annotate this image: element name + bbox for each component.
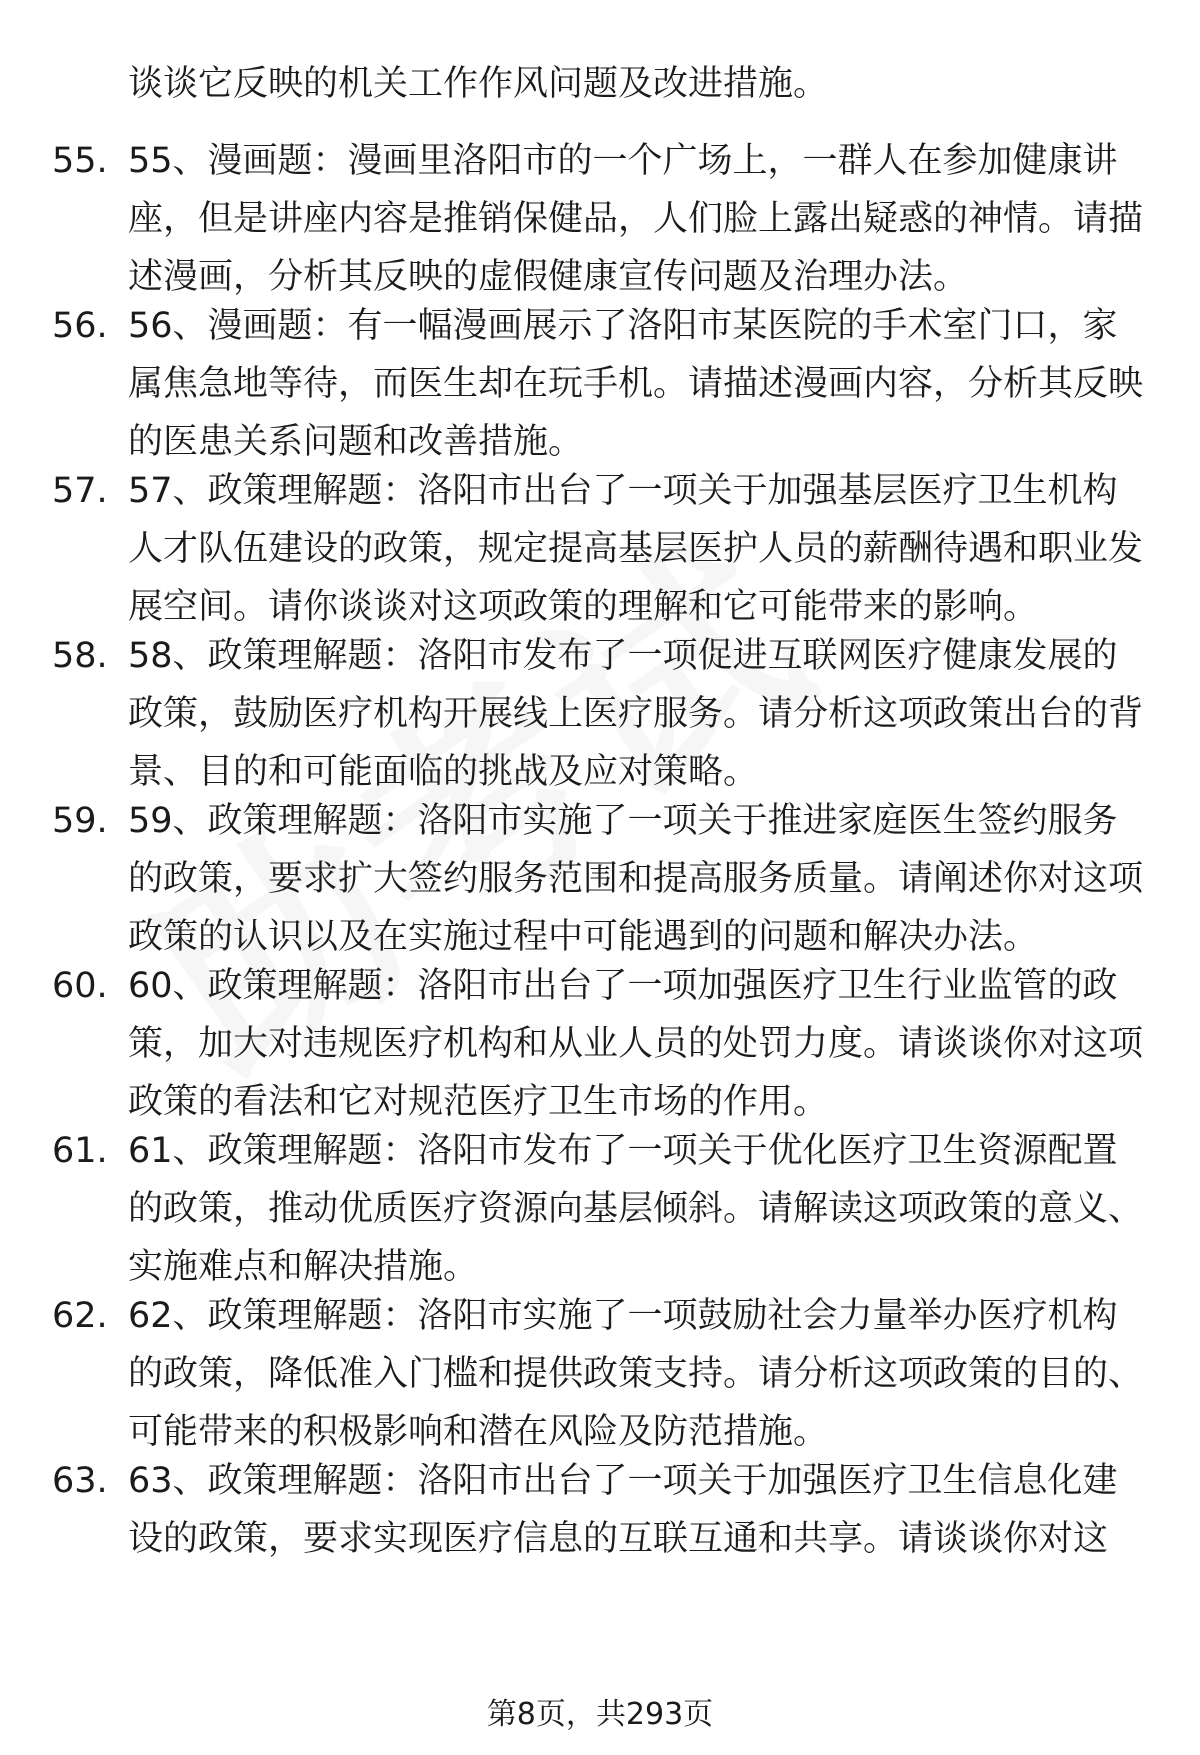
item-number: 57.	[52, 471, 108, 511]
item-text: 59、政策理解题：洛阳市实施了一项关于推进家庭医生签约服务的政策，要求扩大签约服务范围和提高服务质量。请阐述你对这项政策的认识以及在实施过程中可能遇到的问题和解决办法。	[128, 801, 1144, 957]
item-text: 57、政策理解题：洛阳市出台了一项关于加强基层医疗卫生机构人才队伍建设的政策，规定提高基层医护人员的薪酬待遇和职业发展空间。请你谈谈对这项政策的理解和它可能带来的影响。	[128, 471, 1144, 627]
item-number: 55.	[52, 141, 108, 181]
page-footer: 第8页，共293页	[486, 1697, 714, 1732]
item-text: 60、政策理解题：洛阳市出台了一项加强医疗卫生行业监管的政策，加大对违规医疗机构和从业人员的处罚力度。请谈谈你对这项政策的看法和它对规范医疗卫生市场的作用。	[128, 966, 1144, 1122]
continued-paragraph: 谈谈它反映的机关工作作风问题及改进措施。	[128, 64, 829, 104]
item-number: 58.	[52, 636, 108, 676]
item-number: 56.	[52, 306, 108, 346]
item-number: 60.	[52, 966, 108, 1006]
item-text: 63、政策理解题：洛阳市出台了一项关于加强医疗卫生信息化建设的政策，要求实现医疗信息的互联互通和共享。请谈谈你对这	[128, 1461, 1118, 1559]
item-text: 61、政策理解题：洛阳市发布了一项关于优化医疗卫生资源配置的政策，推动优质医疗资源向基层倾斜。请解读这项政策的意义、实施难点和解决措施。	[128, 1131, 1144, 1287]
item-text: 56、漫画题：有一幅漫画展示了洛阳市某医院的手术室门口，家属焦急地等待，而医生却在玩手机。请描述漫画内容，分析其反映的医患关系问题和改善措施。	[128, 306, 1144, 462]
item-number: 63.	[52, 1461, 108, 1501]
item-text: 55、漫画题：漫画里洛阳市的一个广场上，一群人在参加健康讲座，但是讲座内容是推销保健品，人们脸上露出疑惑的神情。请描述漫画，分析其反映的虚假健康宣传问题及治理办法。	[128, 141, 1144, 297]
item-text: 62、政策理解题：洛阳市实施了一项鼓励社会力量举办医疗机构的政策，降低准入门槛和提供政策支持。请分析这项政策的目的、可能带来的积极影响和潜在风险及防范措施。	[128, 1296, 1144, 1452]
item-number: 62.	[52, 1296, 108, 1336]
item-number: 61.	[52, 1131, 108, 1171]
item-text: 58、政策理解题：洛阳市发布了一项促进互联网医疗健康发展的政策，鼓励医疗机构开展线上医疗服务。请分析这项政策出台的背景、目的和可能面临的挑战及应对策略。	[128, 636, 1144, 792]
item-number: 59.	[52, 801, 108, 841]
